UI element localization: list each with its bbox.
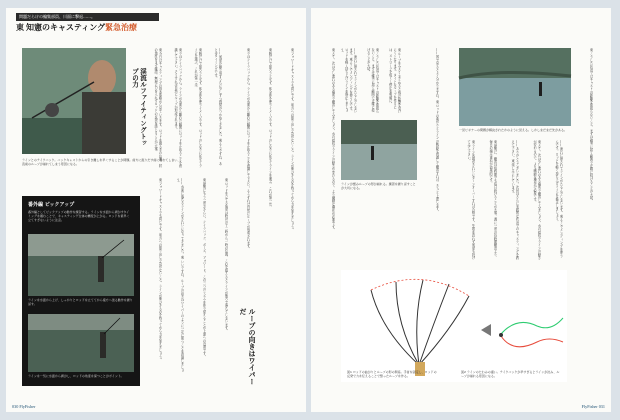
left-body-col-2: 東 ではテイクバックから。ラインが水面から離れた瞬間にロッドを止めることを意識して下さい。そうすれば自然にループが形成されます。 xyxy=(173,48,182,168)
left-body-col-7: 東 最後にもう一度おさらい。テイクバック、ポーズ、フォワード。この三つのリズムを体で覚えることが上達への近道です。 xyxy=(202,178,206,359)
photo-river-wide xyxy=(459,48,571,126)
sidebar-photo-top-illustration xyxy=(28,234,134,296)
left-body-col-9: 東 ではテイクバックから。ラインが水面から離れた瞬間にロッドを止めることを意識して下さい。そうすれば自然にループが形成されます。 xyxy=(246,48,250,251)
sidebar-photo-top xyxy=(28,234,134,296)
diagram-caption-right: 図2 ラインのたわみの違い。テイクバックが早すぎるとラインが沈み、ループが崩れる原因になる。 xyxy=(461,370,560,378)
photo-angler-portrait xyxy=(22,48,126,154)
footer-left: 030 FlyFisher xyxy=(12,404,36,409)
stream-illustration xyxy=(341,120,417,180)
column-title-vertical: ループの向きはワイパーだ xyxy=(239,308,256,385)
photo-stream xyxy=(341,120,417,180)
left-body-col-1: 東 今日はキャスティングの基本姿勢から見ていきます。ロッドを握る手の位置、肘の角度をまず確認。無理に力を入れずロッドの反発を感じることが大事。 xyxy=(153,48,162,168)
header-title-accent: 緊急治療 xyxy=(105,23,138,32)
header-kicker: 問題だらけの編集部員、川面に撃退……。 xyxy=(16,13,159,21)
right-body-col-4: 東 ループを小さくまとめると風の影響を受けにくくなります。タイトなループを作るには、ストロークを短くし停止を明確に。 xyxy=(388,48,401,114)
sidebar-photo-bottom-caption: ラインを一気に水面から剥がし、ロッドの角度を保つことがポイント。 xyxy=(28,374,124,378)
header-title-main: 東 知憲のキャスティング xyxy=(16,23,106,32)
left-body-col-4: —— 何度か繰り返すうちに少しずつ感覚がつかめてきました。東 そうですね、あとはタイミングです。 xyxy=(213,48,222,166)
sidebar-photo-bottom-illustration xyxy=(28,314,134,372)
right-body-col-1: 東 さて、次は少し流れのある場所で練習してみましょう。水の抵抗でラインの動きが変わるので、より繊細な操作が必要です。 xyxy=(331,48,335,232)
right-body-col-5: —— 図で見るとよく分かりますね。東 ロッドの曲がりとラインの軌跡を意識して練習すれば、きっと上達します。 xyxy=(435,48,439,214)
casting-diagram-svg xyxy=(341,270,567,382)
left-page xyxy=(6,8,306,412)
diagram-caption-left: 図1 ロッドの曲がりとループの形の関係。手首を固定し、ロッドの反発で力を伝えることで整ったループを作る。 xyxy=(347,370,437,378)
sidebar-photo-bottom xyxy=(28,314,134,372)
photo3-caption: ラインが緩みループの形が崩れる。練習を繰り返すことが大切になる。 xyxy=(341,182,416,190)
left-body-col-6: —— 水面に落ちるラインがきれいになってきました。東 いいですね。ループの向きはワイパーのように一定に保つことを意識しましょう。 xyxy=(175,178,184,373)
sidebar-box xyxy=(22,196,140,386)
left-body-col-10: 東 腕だけで振ろうとせず、体全体を使うイメージです。ロッドのしなりに任せてラインを運ぶ、これが第一歩。 xyxy=(268,48,272,210)
right-body-col-6: 東 ライン先端がきれいにターンオーバーすれば合格です。失敗を恐れず何度も投げてみて下さい。 xyxy=(466,140,475,260)
river-wide-illustration xyxy=(459,48,571,126)
right-body-col-3: 東 こうした状況ではキャストの距離を欲張らないこと。まずは確実に届く範囲で正確に投げることが大切。 xyxy=(366,48,379,114)
left-body-col-8: 東 ロッドを立てる角度は時計の十二時から一時の位置。これを超えるとラインが後ろで落ちてしまいます。 xyxy=(224,178,228,333)
right-body-col-11: 東 こうした状況ではキャストの距離を欲張らないこと。まずは確実に届く範囲で正確に投げることが大切。 xyxy=(589,48,593,203)
footer-right: FlyFisher 031 xyxy=(581,404,605,409)
photo2-caption: 一見ビギナーの問題が解決されたかのように見える。しかしまだまだ先がある。 xyxy=(459,128,568,132)
photo1-caption: ラインとのテイクバック。バックキャストからの引き離しを早くすることが問題。前方に振りだす前に垂れてしまい、直前のループが崩れてしまう原因になる。 xyxy=(22,158,181,166)
left-body-col-11: 東 フォワードキャストでも同じです。前方への振り出しで急がないこと。ラインが伸びきるのを待ってから力を加えましょう。 xyxy=(290,48,294,232)
right-page xyxy=(311,8,611,412)
left-body-col-3: 東 腕だけで振ろうとせず、体全体を使うイメージです。ロッドのしなりに任せてラインを運ぶ、これが第一歩。 xyxy=(193,48,202,168)
sidebar-body: 番外編としてピックアップの動作を練習する。ラインを水面から剥がすタイミングを掴むことで、キャスティング全体の精度が上がる。ロッドを素早く立てすぎないように注意。 xyxy=(28,210,130,223)
left-body-col-5: 東 フォワードキャストでも同じです。前方への振り出しで急がないこと。ラインが伸びきるのを待ってから力を加えましょう。 xyxy=(158,178,162,362)
column-title-vertical-2: 渓流ルファイティングトップの力 xyxy=(131,68,146,146)
header-title xyxy=(16,23,186,33)
angler-portrait-illustration xyxy=(22,48,126,154)
casting-diagram xyxy=(341,270,567,382)
right-body-col-10: —— 流れに押されてラインがたるんでしまいます。東 そこでメンディングを使うんです。ロッドを軽く持ち上げラインを修正しましょう。 xyxy=(554,140,563,258)
right-body-col-2: —— 流れに押されてラインがたるんでしまいます。東 そこでメンディングを使うんです。ロッドを軽く持ち上げラインを修正しましょう。 xyxy=(339,48,357,114)
right-body-col-8: —— ありがとうございました。次回はさらに実践的な状況でのキャスティングを教えて下さい。東 楽しみにしています。 xyxy=(510,140,519,260)
right-body-col-7: 東 最後に、練習は短時間でも毎日続けることが大事。週に一度の長時間練習より、毎日の積み重ねが効果的です。 xyxy=(488,140,497,260)
sidebar-photo-top-caption: ラインを水面から上げ、しっかりとロッドを立ててから後方へ送る動作を繰り返す。 xyxy=(28,298,133,307)
right-body-col-9: 東 さて、次は少し流れのある場所で練習してみましょう。水の抵抗でラインの動きが変わるので、より繊細な操作が必要です。 xyxy=(532,140,541,260)
sidebar-title: 番外編 ピックアップ xyxy=(28,202,75,208)
